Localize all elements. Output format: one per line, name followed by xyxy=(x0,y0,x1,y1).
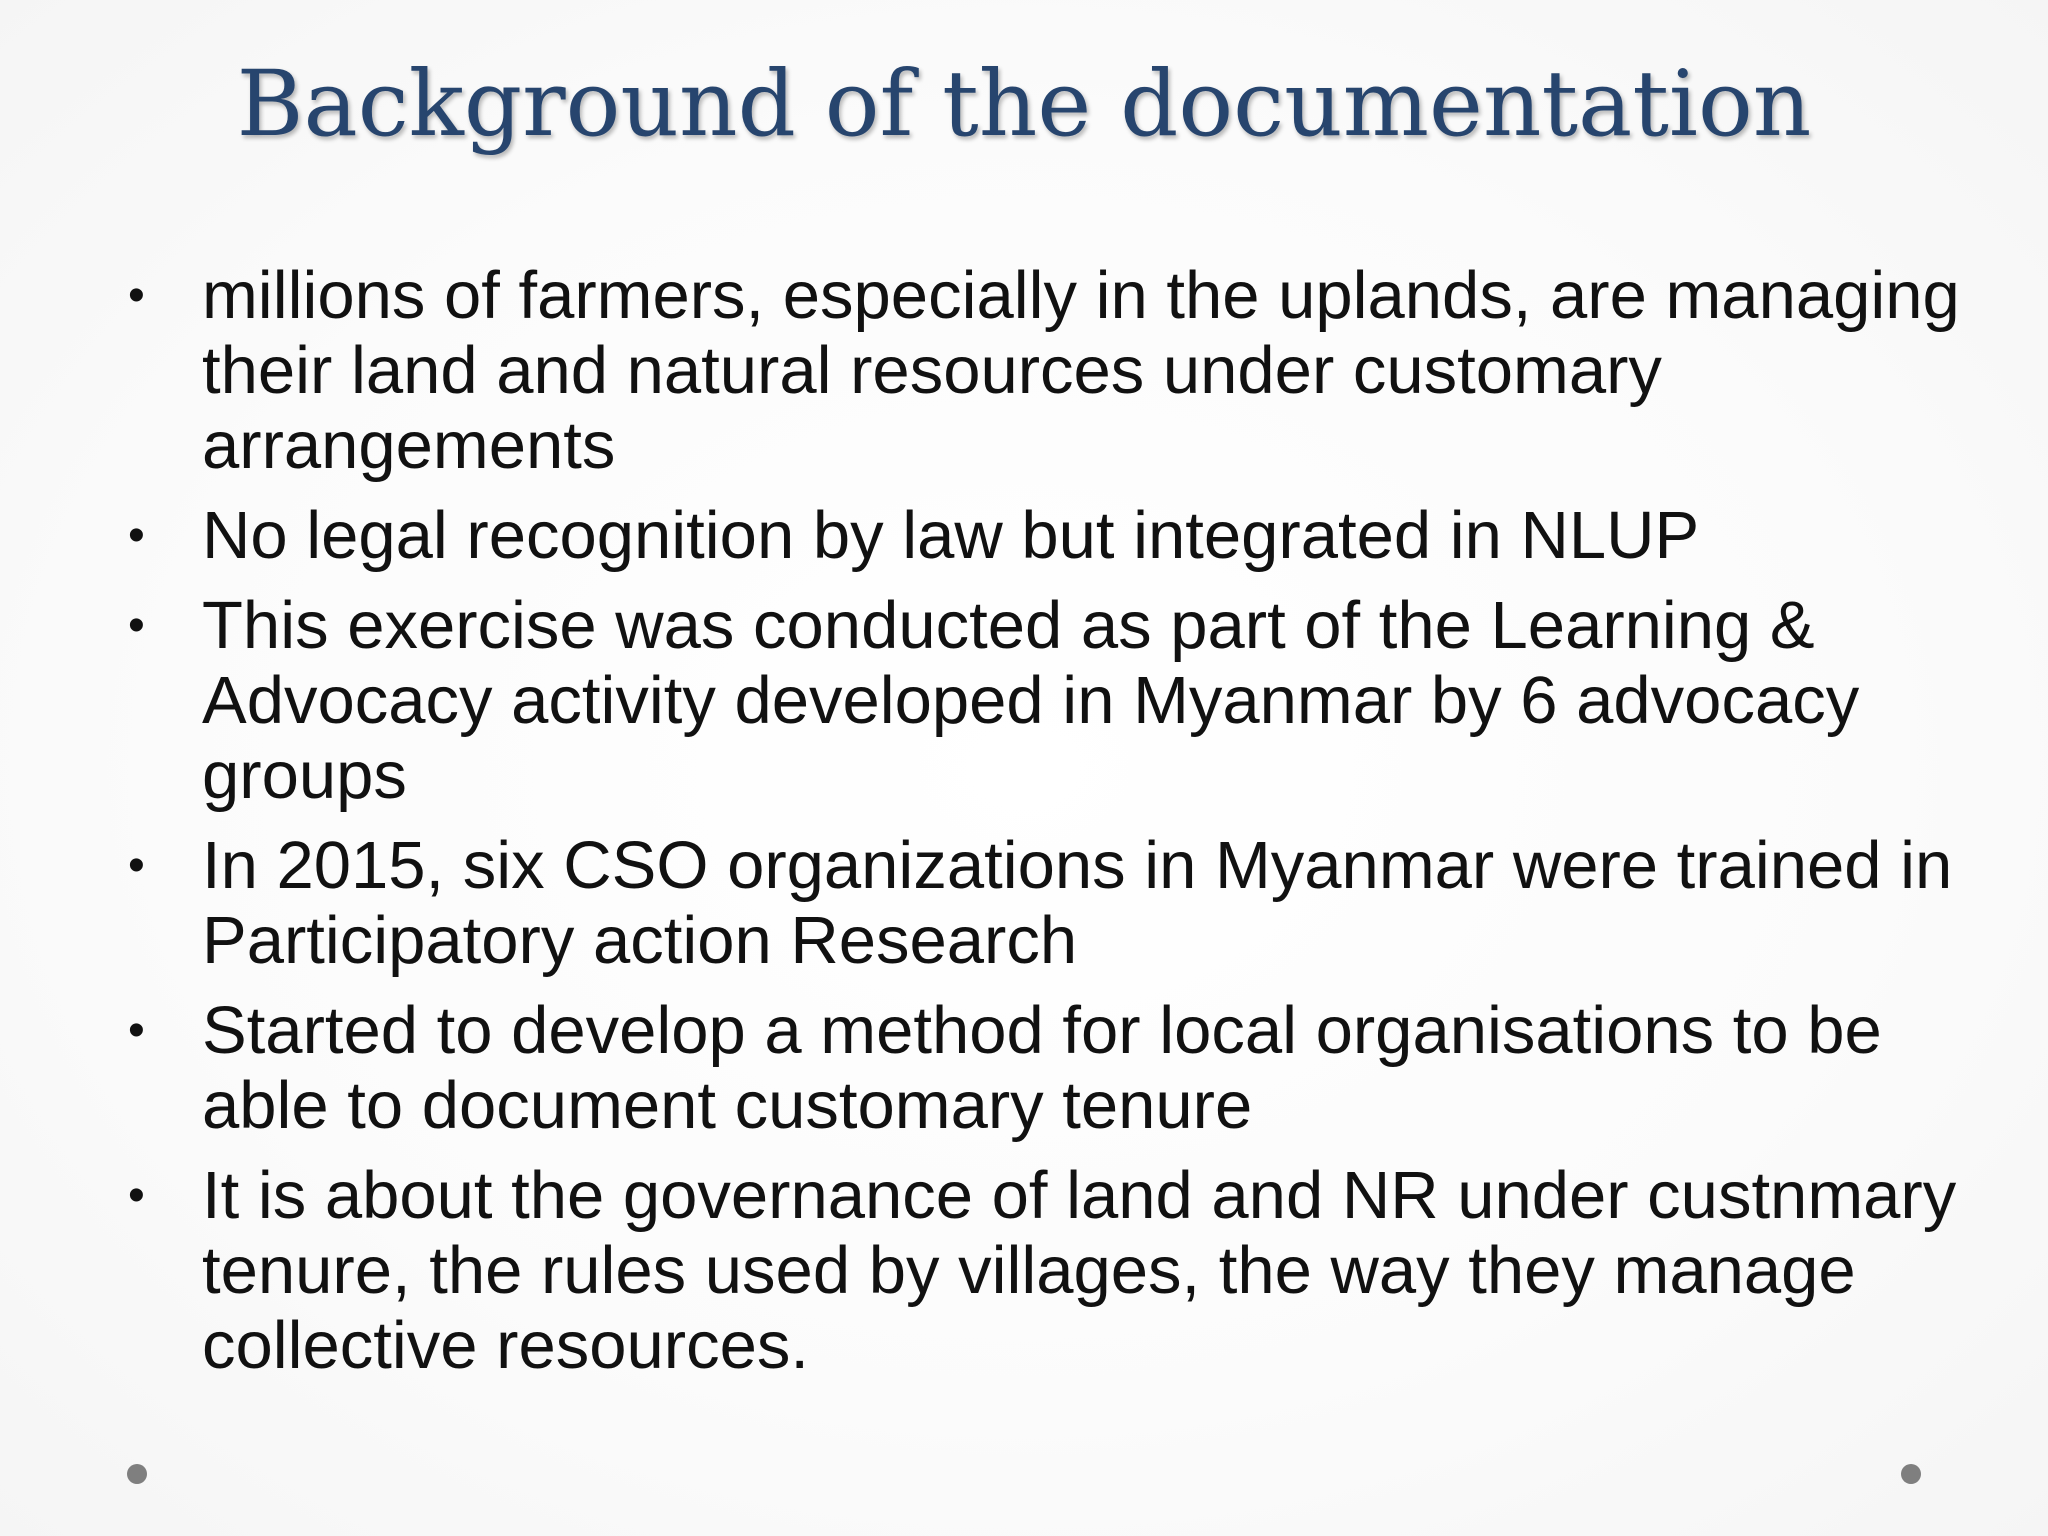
corner-dot-right xyxy=(1901,1464,1921,1484)
bullet-marker: • xyxy=(128,269,145,322)
bullet-item xyxy=(112,588,1972,813)
bullet-marker: • xyxy=(128,839,145,892)
bullet-marker: • xyxy=(128,1004,145,1057)
corner-dot-left xyxy=(127,1464,147,1484)
slide-title: Background of the documentation xyxy=(236,52,1812,157)
bullet-list xyxy=(112,258,1972,1398)
bullet-marker: • xyxy=(128,509,145,562)
bullet-text: millions of farmers, especially in the uplands, are managing their land and natural resources under customary arrangements xyxy=(202,258,1960,483)
bullet-item xyxy=(112,828,1972,978)
bullet-item xyxy=(112,498,1972,573)
bullet-item xyxy=(112,993,1972,1143)
bullet-text: Started to develop a method for local organisations to be able to document customary tenure xyxy=(202,993,1882,1143)
bullet-marker: • xyxy=(128,1169,145,1222)
bullet-text: No legal recognition by law but integrated in NLUP xyxy=(202,498,1700,573)
bullet-item xyxy=(112,258,1972,483)
bullet-text: It is about the governance of land and NR under custnmary tenure, the rules used by villages, the way they manage collective resources. xyxy=(202,1158,1957,1383)
bullet-item xyxy=(112,1158,1972,1383)
bullet-marker: • xyxy=(128,599,145,652)
bullet-text: This exercise was conducted as part of the Learning & Advocacy activity developed in Myanmar by 6 advocacy groups xyxy=(202,588,1860,813)
bullet-text: In 2015, six CSO organizations in Myanmar were trained in Participatory action Research xyxy=(202,828,1953,978)
